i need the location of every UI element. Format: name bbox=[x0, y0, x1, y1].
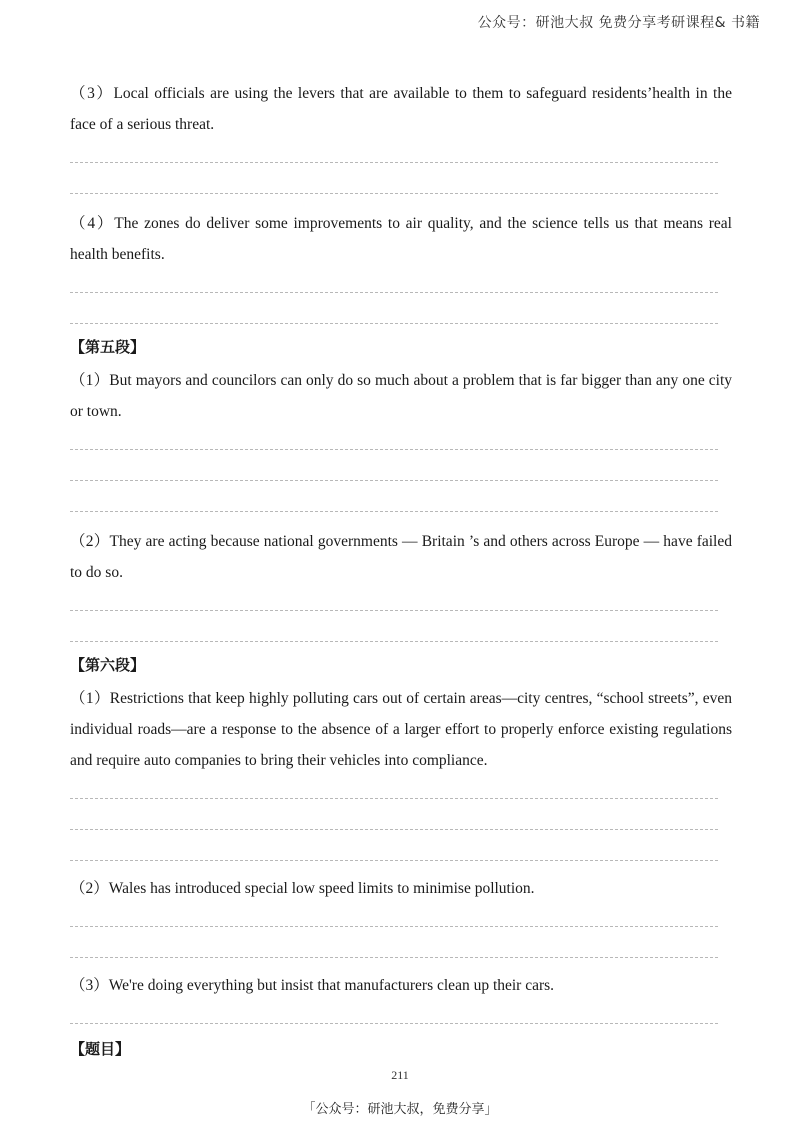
section-title-6: 【第六段】 bbox=[70, 656, 146, 674]
page-footer: 「公众号：研池大叔，免费分享」 bbox=[302, 1102, 498, 1117]
section-title-topic: 【题目】 bbox=[70, 1040, 131, 1058]
page-number: 211 bbox=[391, 1068, 409, 1082]
sentence-4-4: （4）The zones do deliver some improvements to air quality, and the science tells us that means real health benefits. bbox=[70, 215, 732, 263]
page-content bbox=[70, 78, 732, 1059]
page-header: 公众号：研池大叔 免费分享考研课程& 书籍 bbox=[477, 15, 760, 31]
section-title-5: 【第五段】 bbox=[70, 338, 146, 356]
sentence-4-3: （3）Local officials are using the levers that are available to them to safeguard residents’health in the face of a serious threat. bbox=[70, 85, 732, 133]
sentence-6-1: （1）Restrictions that keep highly polluting cars out of certain areas—city centres, “school streets”, even individual roads—are a response to the absence of a larger effort to properly enforce existing regulations and require auto companies to bring their vehicles into compliance. bbox=[70, 690, 732, 769]
sentence-6-2: （2）Wales has introduced special low speed limits to minimise pollution. bbox=[70, 880, 535, 897]
sentence-5-2: （2）They are acting because national governments — Britain ’s and others across Europe — have failed to do so. bbox=[70, 533, 732, 581]
sentence-6-3: （3）We're doing everything but insist that manufacturers clean up their cars. bbox=[70, 977, 555, 994]
sentence-5-1: （1）But mayors and councilors can only do so much about a problem that is far bigger than any one city or town. bbox=[70, 372, 732, 420]
